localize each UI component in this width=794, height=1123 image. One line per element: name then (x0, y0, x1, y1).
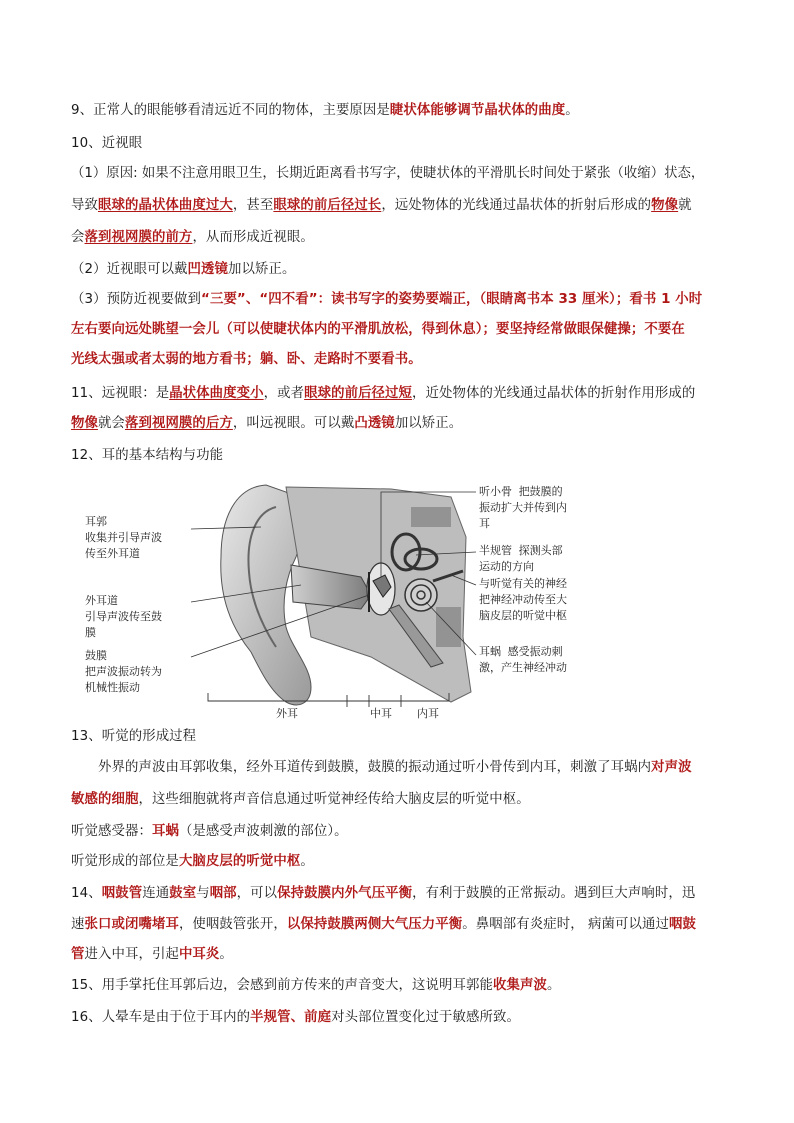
key-auditory-center: 大脑皮层的听觉中枢 (178, 854, 301, 869)
item-9 (71, 101, 579, 121)
item-16: 16、人晕车是由于位于耳内的半规管、前庭对头部位置变化过于敏感所致。 (71, 1010, 520, 1025)
key-sensitive-cells: 敏感的细胞 (71, 792, 139, 807)
item-10-heading: 10、近视眼 (71, 136, 143, 151)
key-eye-axis-long: 眼球的前后径过长 (273, 198, 382, 213)
key-concave-lens: 凹透镜 (187, 262, 229, 277)
item-10-p3-line3: 光线太强或者太弱的地方看书；躺、卧、走路时不要看书。 (71, 352, 422, 367)
key-convex-lens: 凸透镜 (354, 416, 395, 431)
label-outer-ear: 外耳 (276, 707, 298, 720)
key-image: 物像 (651, 198, 679, 213)
item-15: 15、用手掌托住耳郭后边，会感到前方传来的声音变大，这说明耳郭能收集声波。 (71, 978, 561, 993)
label-auditory-nerve: 与听觉有关的神经把神经冲动传至大脑皮层的听觉中枢 (479, 577, 567, 622)
item-10-p3-line2: 左右要向远处眺望一会儿（可以使睫状体内的平滑肌放松，得到休息）；要坚持经常做眼保健操；不要在 (71, 322, 685, 337)
item-12-heading: 12、耳的基本结构与功能 (71, 448, 224, 463)
key-lens-curvature-small: 晶状体曲度变小 (169, 386, 264, 401)
label-auricle: 耳郭收集并引导声波传至外耳道 (85, 515, 162, 560)
item-10-p1-line1: （1）原因: 如果不注意用眼卫生，长期近距离看书写字，使睫状体的平滑肌长时间处于紧张（收缩）状态， (71, 166, 705, 181)
ear-structure-diagram (71, 477, 595, 723)
label-middle-ear: 中耳 (370, 707, 392, 720)
item-9-key: 睫状体能够调节晶状体的曲度 (389, 103, 566, 118)
item-13-heading: 13、听觉的形成过程 (71, 729, 197, 744)
key-collect-sound: 收集声波 (492, 978, 547, 993)
item-10-p2: （2）近视眼可以戴凹透镜加以矫正。 (71, 262, 296, 277)
item-13-receptor: 听觉感受器：耳蜗（是感受声波刺激的部位）。 (71, 824, 348, 839)
label-ear-canal: 外耳道引导声波传至鼓膜 (85, 594, 162, 639)
label-ossicles: 听小骨 把鼓膜的振动扩大并传到内耳 (479, 485, 567, 530)
label-eardrum: 鼓膜把声波振动转为机械性振动 (85, 649, 162, 694)
key-lens-curvature-large: 眼球的晶状体曲度过大 (97, 198, 233, 213)
item-10-p1-line3: 会落到视网膜的前方，从而形成近视眼。 (71, 230, 314, 245)
item-11-line1: 11、远视眼：是晶状体曲度变小，或者眼球的前后径过短，近处物体的光线通过晶状体的折射作用形成的 (71, 386, 696, 401)
label-cochlea: 耳蜗 感受振动刺激，产生神经冲动 (479, 645, 567, 674)
key-eye-axis-short: 眼球的前后径过短 (304, 386, 413, 401)
item-14-line1: 14、咽鼓管连通鼓室与咽部，可以保持鼓膜内外气压平衡，有利于鼓膜的正常振动。遇到巨大声响时，迅 (71, 886, 696, 901)
item-9-end: 。 (565, 103, 579, 118)
label-semicircular-canals: 半规管 探测头部运动的方向 (479, 544, 563, 573)
item-14-line2: 速张口或闭嘴堵耳，使咽鼓管张开，以保持鼓膜两侧大气压力平衡。鼻咽部有炎症时， 病菌可以通过咽鼓 (71, 917, 696, 932)
item-13-line1: 外界的声波由耳郭收集，经外耳道传到鼓膜，鼓膜的振动通过听小骨传到内耳，刺激了耳蜗内对声波 (98, 760, 692, 775)
item-9-text: 9、正常人的眼能够看清远近不同的物体，主要原因是 (71, 103, 390, 118)
label-inner-ear: 内耳 (417, 707, 439, 720)
key-vestibular: 半规管、前庭 (250, 1010, 332, 1025)
item-10-p1-line2: 导致眼球的晶状体曲度过大，甚至眼球的前后径过长，远处物体的光线通过晶状体的折射后形成的物像就 (71, 198, 692, 213)
item-11-line2: 物像就会落到视网膜的后方，叫远视眼。可以戴凸透镜加以矫正。 (71, 416, 463, 431)
item-14-line3: 管进入中耳，引起中耳炎。 (71, 947, 233, 962)
item-13-line2: 敏感的细胞，这些细胞就将声音信息通过听觉神经传给大脑皮层的听觉中枢。 (71, 792, 530, 807)
key-behind-retina: 落到视网膜的后方 (124, 416, 233, 431)
item-13-center: 听觉形成的部位是大脑皮层的听觉中枢。 (71, 854, 314, 869)
key-front-of-retina: 落到视网膜的前方 (84, 230, 193, 245)
item-10-p3-line1: （3）预防近视要做到“三要”、“四不看”：读书写字的姿势要端正，（眼睛离书本 33 厘米）；看书 1 小时 (71, 292, 703, 307)
key-cochlea: 耳蜗 (151, 824, 179, 839)
